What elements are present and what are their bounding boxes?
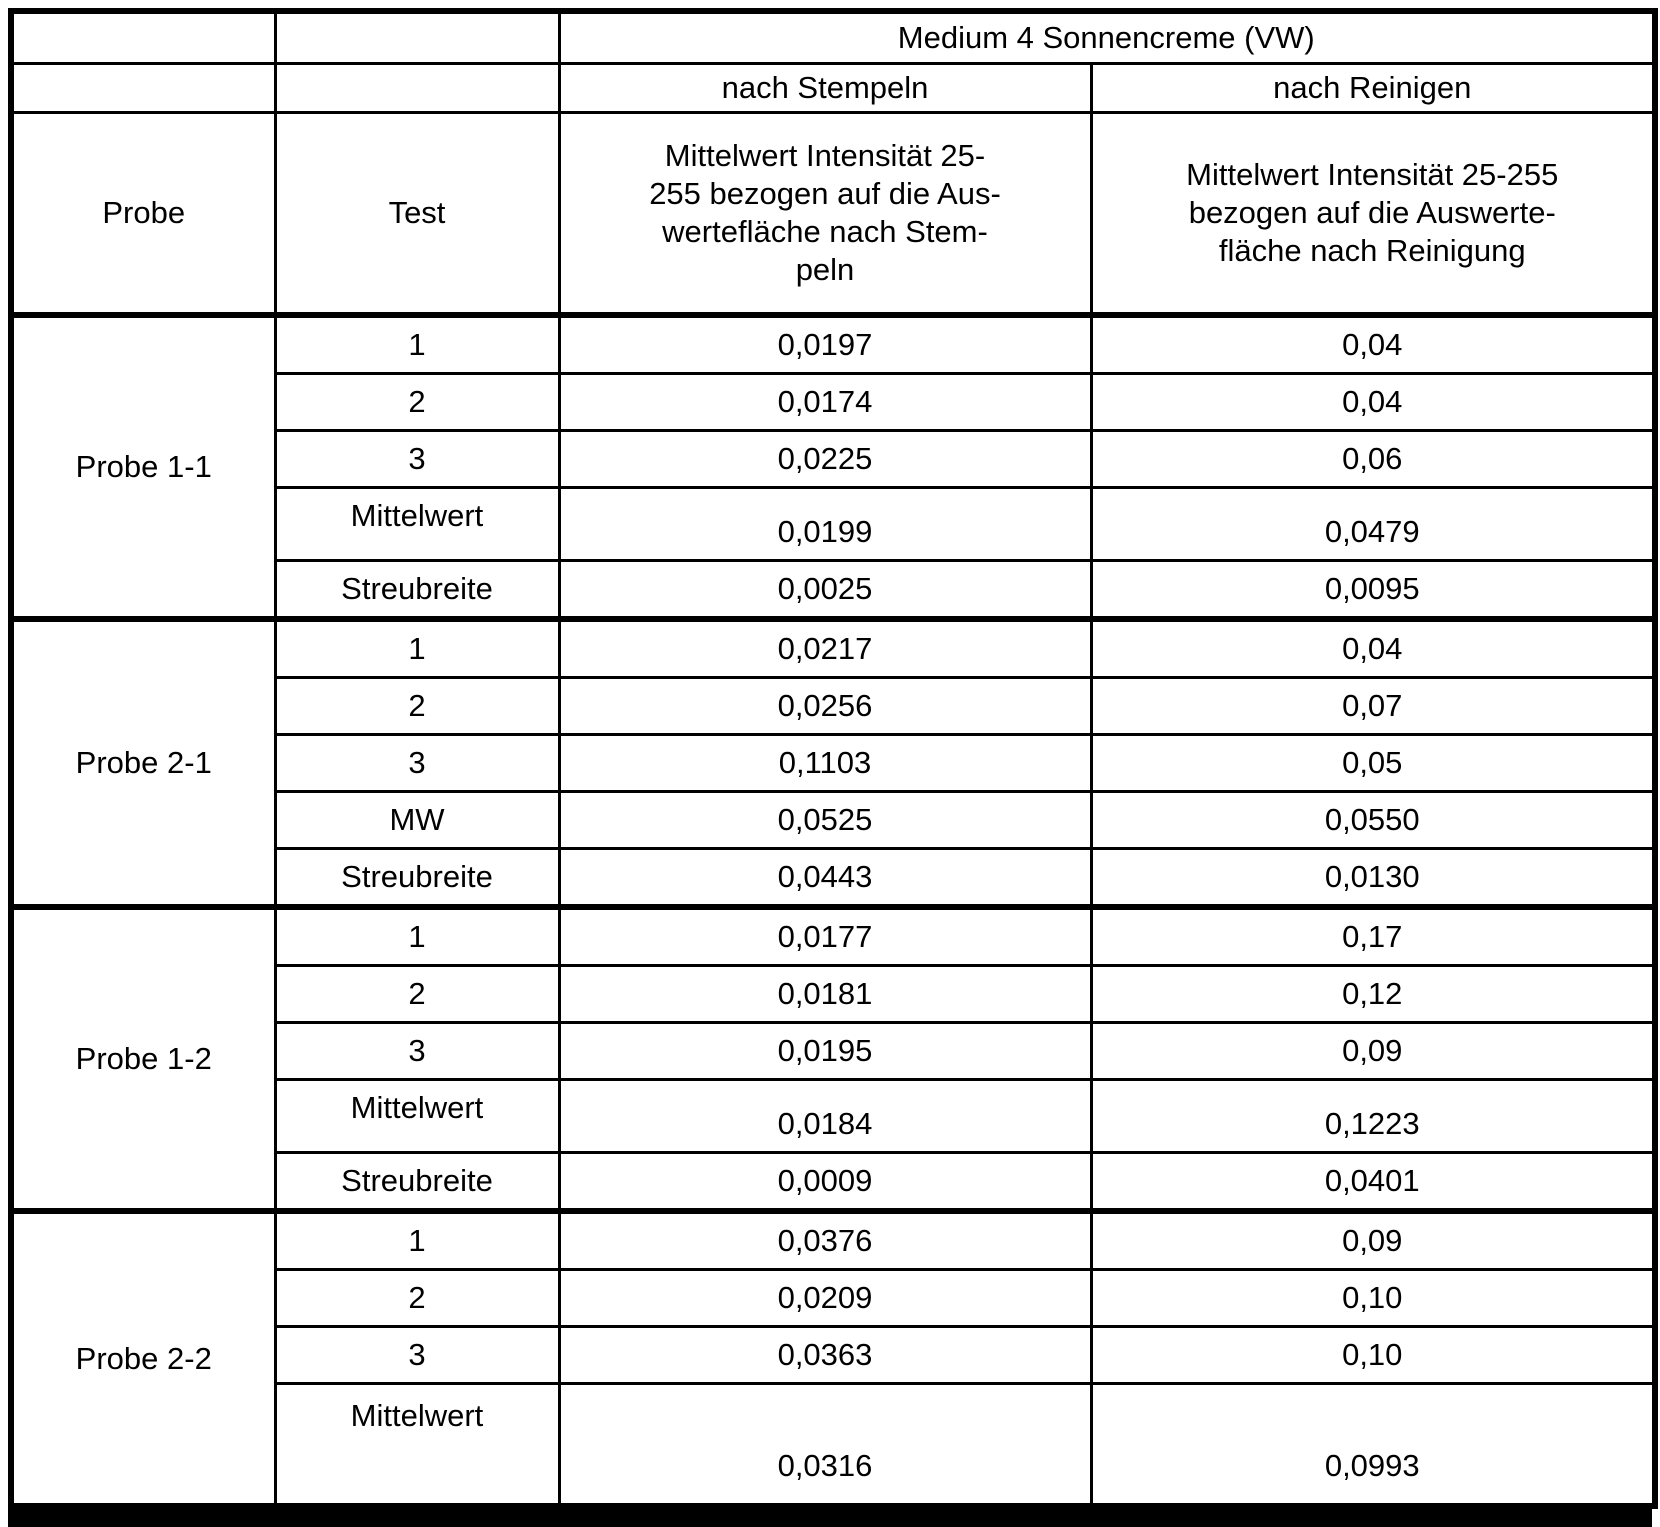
value-stempeln-cell: 0,0174 xyxy=(559,374,1091,431)
test-cell: 2 xyxy=(275,966,559,1023)
value-reinigen-cell: 0,04 xyxy=(1091,374,1655,431)
value-stempeln-cell: 0,0376 xyxy=(559,1211,1091,1270)
col-header-reinigen: Mittelwert Intensität 25-255 bezogen auf die Auswerte- fläche nach Reinigung xyxy=(1091,113,1655,316)
value-reinigen-cell: 0,12 xyxy=(1091,966,1655,1023)
value-reinigen-cell: 0,07 xyxy=(1091,678,1655,735)
value-stempeln-cell: 0,0225 xyxy=(559,431,1091,488)
test-cell: 1 xyxy=(275,907,559,966)
test-cell: Streubreite xyxy=(275,1153,559,1212)
value-reinigen-cell: 0,0479 xyxy=(1091,488,1655,561)
test-cell: 3 xyxy=(275,1023,559,1080)
value-reinigen-cell: 0,17 xyxy=(1091,907,1655,966)
empty-cell xyxy=(275,64,559,113)
test-cell: Mittelwert xyxy=(275,1080,559,1153)
test-cell: 3 xyxy=(275,1327,559,1384)
value-reinigen-cell: 0,0130 xyxy=(1091,849,1655,908)
table-row xyxy=(11,315,1655,374)
value-stempeln-cell: 0,0443 xyxy=(559,849,1091,908)
table-row xyxy=(11,1211,1655,1270)
col-header-test: Test xyxy=(275,113,559,316)
value-stempeln-cell: 0,0209 xyxy=(559,1270,1091,1327)
test-cell: 3 xyxy=(275,735,559,792)
empty-cell xyxy=(275,11,559,64)
subheader-nach-reinigen: nach Reinigen xyxy=(1091,64,1655,113)
probe-label: Probe 1-2 xyxy=(11,907,275,1211)
value-stempeln-cell: 0,0181 xyxy=(559,966,1091,1023)
test-cell: 2 xyxy=(275,374,559,431)
test-cell: 2 xyxy=(275,1270,559,1327)
value-reinigen-cell: 0,0550 xyxy=(1091,792,1655,849)
table-row xyxy=(11,113,1655,316)
value-reinigen-cell: 0,09 xyxy=(1091,1211,1655,1270)
value-stempeln-cell: 0,0217 xyxy=(559,619,1091,678)
value-stempeln-cell: 0,0197 xyxy=(559,315,1091,374)
value-reinigen-cell: 0,05 xyxy=(1091,735,1655,792)
value-reinigen-cell: 0,04 xyxy=(1091,619,1655,678)
value-reinigen-cell: 0,0095 xyxy=(1091,561,1655,620)
empty-cell xyxy=(11,11,275,64)
probe-label: Probe 1-1 xyxy=(11,315,275,619)
value-stempeln-cell: 0,0184 xyxy=(559,1080,1091,1153)
value-reinigen-cell: 0,09 xyxy=(1091,1023,1655,1080)
value-stempeln-cell: 0,1103 xyxy=(559,735,1091,792)
test-cell: 1 xyxy=(275,619,559,678)
test-cell: Mittelwert xyxy=(275,488,559,561)
empty-cell xyxy=(11,64,275,113)
value-stempeln-cell: 0,0256 xyxy=(559,678,1091,735)
table-row xyxy=(11,619,1655,678)
value-reinigen-cell: 0,1223 xyxy=(1091,1080,1655,1153)
table-row xyxy=(11,64,1655,113)
value-reinigen-cell: 0,04 xyxy=(1091,315,1655,374)
test-cell: Streubreite xyxy=(275,561,559,620)
value-reinigen-cell: 0,10 xyxy=(1091,1327,1655,1384)
test-cell: 1 xyxy=(275,1211,559,1270)
table-title: Medium 4 Sonnencreme (VW) xyxy=(559,11,1655,64)
value-stempeln-cell: 0,0009 xyxy=(559,1153,1091,1212)
value-reinigen-cell: 0,10 xyxy=(1091,1270,1655,1327)
col-header-stempeln: Mittelwert Intensität 25- 255 bezogen auf die Aus- wertefläche nach Stem- peln xyxy=(559,113,1091,316)
test-cell: MW xyxy=(275,792,559,849)
test-cell: Streubreite xyxy=(275,849,559,908)
table-row xyxy=(11,907,1655,966)
value-reinigen-cell: 0,06 xyxy=(1091,431,1655,488)
probe-label: Probe 2-2 xyxy=(11,1211,275,1506)
value-stempeln-cell: 0,0025 xyxy=(559,561,1091,620)
value-stempeln-cell: 0,0525 xyxy=(559,792,1091,849)
value-reinigen-cell: 0,0993 xyxy=(1091,1384,1655,1507)
col-header-probe: Probe xyxy=(11,113,275,316)
measurement-table xyxy=(8,8,1658,1509)
test-cell: 3 xyxy=(275,431,559,488)
subheader-nach-stempeln: nach Stempeln xyxy=(559,64,1091,113)
test-cell: Mittelwert xyxy=(275,1384,559,1507)
value-stempeln-cell: 0,0177 xyxy=(559,907,1091,966)
table-bottom-border xyxy=(8,1509,1652,1527)
value-reinigen-cell: 0,0401 xyxy=(1091,1153,1655,1212)
value-stempeln-cell: 0,0195 xyxy=(559,1023,1091,1080)
value-stempeln-cell: 0,0363 xyxy=(559,1327,1091,1384)
probe-label: Probe 2-1 xyxy=(11,619,275,907)
test-cell: 2 xyxy=(275,678,559,735)
table-row xyxy=(11,11,1655,64)
value-stempeln-cell: 0,0316 xyxy=(559,1384,1091,1507)
test-cell: 1 xyxy=(275,315,559,374)
value-stempeln-cell: 0,0199 xyxy=(559,488,1091,561)
